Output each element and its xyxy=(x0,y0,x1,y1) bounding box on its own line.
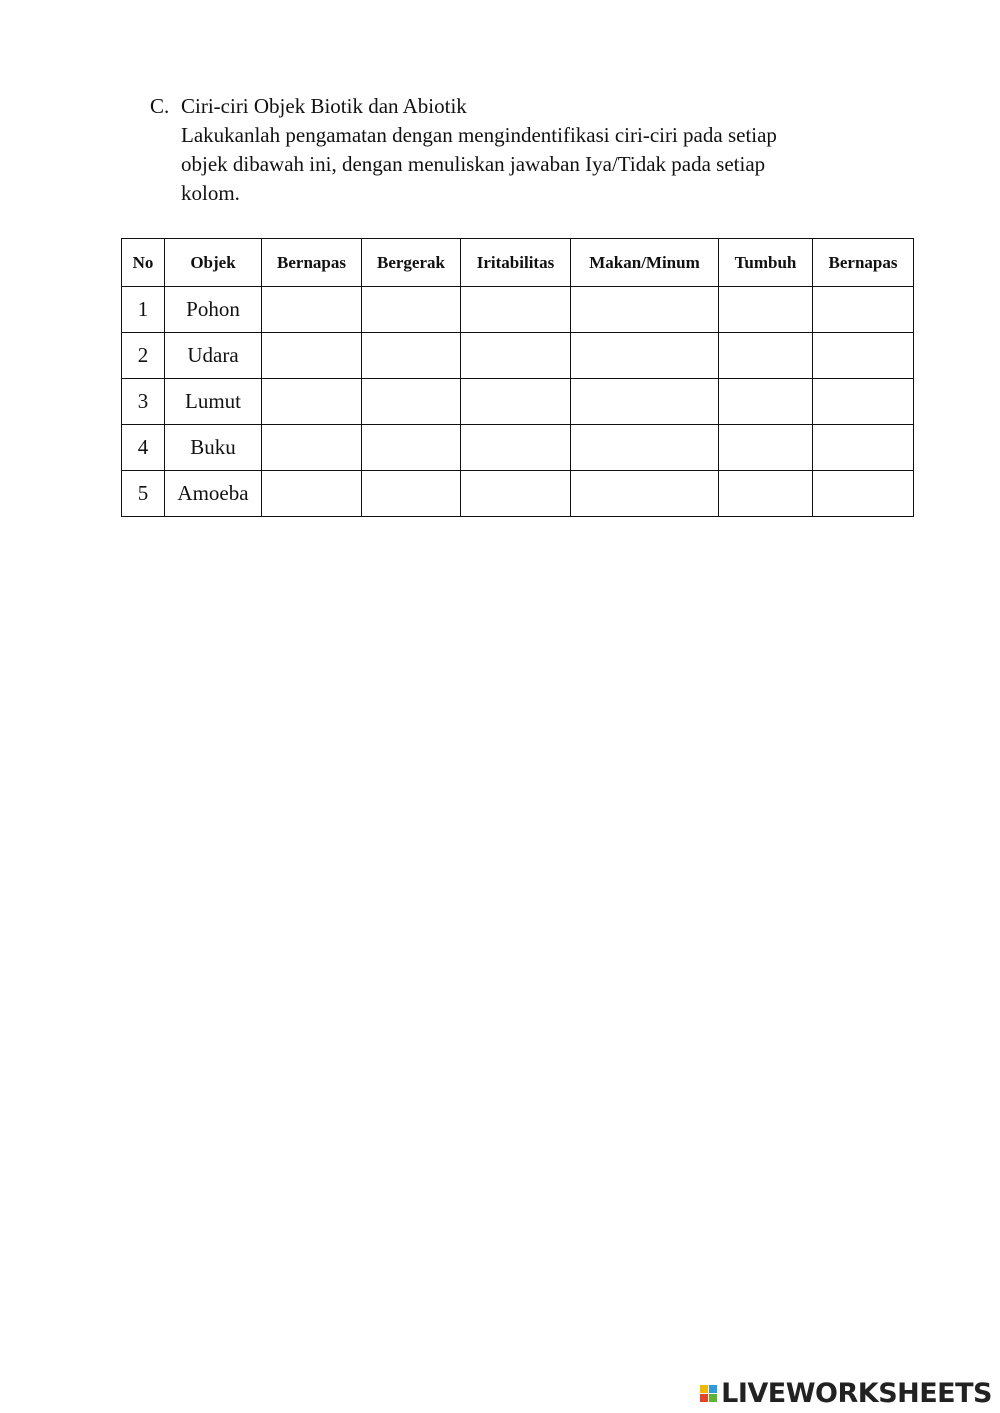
header-makan-minum: Makan/Minum xyxy=(571,239,719,287)
logo-square xyxy=(709,1394,717,1402)
row-number: 3 xyxy=(122,379,165,425)
logo-square xyxy=(700,1385,708,1393)
answer-cell-bernapas-2[interactable] xyxy=(813,471,914,517)
answer-cell-tumbuh[interactable] xyxy=(719,333,813,379)
instruction-line: objek dibawah ini, dengan menuliskan jawaban Iya/Tidak pada setiap xyxy=(181,152,766,176)
header-objek: Objek xyxy=(165,239,262,287)
header-row xyxy=(122,239,914,287)
answer-cell-bernapas[interactable] xyxy=(262,287,362,333)
table-row xyxy=(122,287,914,333)
answer-cell-bernapas[interactable] xyxy=(262,333,362,379)
answer-cell-makan-minum[interactable] xyxy=(571,379,719,425)
header-bernapas-2: Bernapas xyxy=(813,239,914,287)
table-row xyxy=(122,379,914,425)
answer-cell-iritabilitas[interactable] xyxy=(461,379,571,425)
object-name: Lumut xyxy=(165,379,262,425)
object-name: Amoeba xyxy=(165,471,262,517)
logo-grid-icon xyxy=(700,1385,717,1402)
answer-cell-bergerak[interactable] xyxy=(362,379,461,425)
answer-cell-bergerak[interactable] xyxy=(362,471,461,517)
section-c xyxy=(150,92,870,208)
answer-cell-tumbuh[interactable] xyxy=(719,471,813,517)
answer-cell-bernapas-2[interactable] xyxy=(813,379,914,425)
answer-cell-makan-minum[interactable] xyxy=(571,333,719,379)
answer-cell-tumbuh[interactable] xyxy=(719,287,813,333)
header-bernapas: Bernapas xyxy=(262,239,362,287)
answer-cell-tumbuh[interactable] xyxy=(719,425,813,471)
table-row xyxy=(122,471,914,517)
instruction-line: Lakukanlah pengamatan dengan mengindentifikasi ciri-ciri pada setiap xyxy=(181,123,777,147)
object-name: Udara xyxy=(165,333,262,379)
answer-cell-tumbuh[interactable] xyxy=(719,379,813,425)
answer-cell-bernapas-2[interactable] xyxy=(813,333,914,379)
answer-cell-iritabilitas[interactable] xyxy=(461,333,571,379)
answer-cell-iritabilitas[interactable] xyxy=(461,287,571,333)
section-heading: Ciri-ciri Objek Biotik dan Abiotik xyxy=(181,94,467,118)
header-tumbuh: Tumbuh xyxy=(719,239,813,287)
instruction-line: kolom. xyxy=(181,181,240,205)
answer-cell-makan-minum[interactable] xyxy=(571,287,719,333)
answer-cell-bernapas[interactable] xyxy=(262,471,362,517)
answer-cell-makan-minum[interactable] xyxy=(571,471,719,517)
logo-text: LIVEWORKSHEETS xyxy=(721,1377,992,1409)
logo-square xyxy=(709,1385,717,1393)
header-no: No xyxy=(122,239,165,287)
instructions xyxy=(181,121,870,208)
row-number: 5 xyxy=(122,471,165,517)
header-iritabilitas: Iritabilitas xyxy=(461,239,571,287)
table-row xyxy=(122,425,914,471)
answer-cell-bernapas[interactable] xyxy=(262,425,362,471)
observation-table xyxy=(121,238,914,517)
answer-cell-bergerak[interactable] xyxy=(362,333,461,379)
row-number: 1 xyxy=(122,287,165,333)
header-bergerak: Bergerak xyxy=(362,239,461,287)
table-row xyxy=(122,333,914,379)
answer-cell-bernapas[interactable] xyxy=(262,379,362,425)
answer-cell-bernapas-2[interactable] xyxy=(813,287,914,333)
object-name: Pohon xyxy=(165,287,262,333)
answer-cell-iritabilitas[interactable] xyxy=(461,471,571,517)
answer-cell-bernapas-2[interactable] xyxy=(813,425,914,471)
answer-cell-iritabilitas[interactable] xyxy=(461,425,571,471)
object-name: Buku xyxy=(165,425,262,471)
answer-cell-bergerak[interactable] xyxy=(362,425,461,471)
row-number: 4 xyxy=(122,425,165,471)
section-marker: C. xyxy=(150,94,170,118)
answer-cell-makan-minum[interactable] xyxy=(571,425,719,471)
row-number: 2 xyxy=(122,333,165,379)
answer-cell-bergerak[interactable] xyxy=(362,287,461,333)
logo-square xyxy=(700,1394,708,1402)
liveworksheets-logo xyxy=(700,1377,992,1409)
